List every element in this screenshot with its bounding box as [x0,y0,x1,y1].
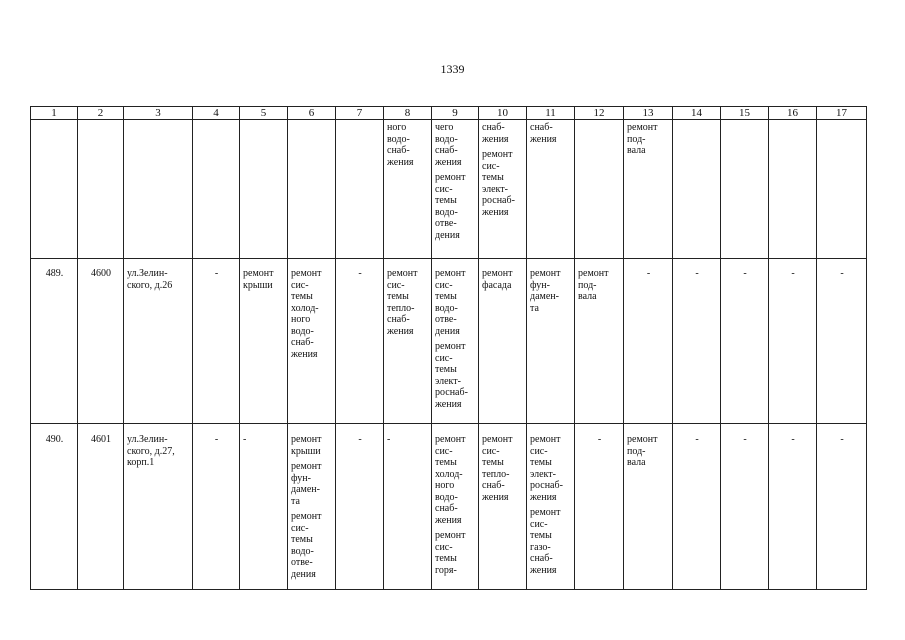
cell-text-line: ремонт [435,172,466,183]
cell-text-line: ремонт [482,434,513,445]
cell-text-line: ремонт [530,434,561,445]
cell-text-line: водо- [387,133,410,145]
table-cell [193,120,240,259]
cell-text-group [435,434,476,526]
cell-text-line: сис- [530,518,548,530]
table-cell [336,259,384,424]
column-number-5: 5 [240,107,288,120]
cell-text-line: газо- [530,541,551,553]
cell-text-group [627,434,670,469]
cell-text-line: сис- [530,445,548,457]
cell-text-group [578,434,621,446]
cell-text-group [339,268,381,280]
cell-text-group [772,268,814,280]
cell-text-group [820,268,864,280]
cell-text-line: сис- [435,352,453,364]
cell-text-line: та [291,495,300,507]
cell-text-line: водо- [435,302,458,314]
cell-text-line: чего [435,122,454,133]
cell-text-line: жения [291,348,318,360]
cell-text-line: дамен- [291,484,320,495]
column-number-11: 11 [527,107,575,120]
table-cell [673,120,721,259]
cell-text-line: ремонт [435,341,466,352]
column-number-7: 7 [336,107,384,120]
cell-text-line: отве- [435,218,457,229]
cell-text-group [772,434,814,446]
cell-text-line: - [646,268,651,279]
cell-text-line: роснаб- [482,195,515,206]
table-cell [336,424,384,590]
cell-text-line: жения [530,491,557,503]
cell-text-line: жения [387,156,414,168]
cell-text-line: водо- [435,206,458,218]
cell-text-line: темы [435,291,457,302]
cell-text-line: дамен- [530,291,559,302]
cell-text-group [387,434,429,446]
table-cell [240,120,288,259]
column-number-4: 4 [193,107,240,120]
cell-text-group [627,268,670,280]
table-cell [124,424,193,590]
cell-text-line: жения [435,156,462,168]
cell-text-group [81,434,121,446]
cell-text-line: водо- [291,325,314,337]
cell-text-line: темы [435,364,457,375]
cell-text-line: 4600 [91,268,111,279]
cell-text-line: - [743,268,747,279]
table-cell [432,259,479,424]
cell-text-line: ремонт [627,122,658,133]
table-cell [288,259,336,424]
table-cell [769,259,817,424]
cell-text-line: снаб- [291,337,314,348]
cell-text-line: ного [291,314,311,325]
cell-text-line: жения [482,133,509,145]
cell-text-line: тепло- [387,302,415,314]
cell-text-group [34,268,75,280]
cell-text-line: сис- [387,279,405,291]
cell-text-line: ремонт [482,268,513,279]
cell-text-line: жения [530,133,557,145]
cell-text-line: сис- [435,445,453,457]
cell-text-line: 490. [45,434,64,445]
column-number-14: 14 [673,107,721,120]
cell-text-line: снаб- [530,122,553,133]
table-cell [240,424,288,590]
table-cell [336,120,384,259]
cell-text-line: - [358,434,362,445]
cell-text-group [482,268,524,291]
cell-text-line: темы [291,291,313,302]
table-cell [527,259,575,424]
column-number-3: 3 [124,107,193,120]
table-cell [527,120,575,259]
table-row [31,424,867,590]
cell-text-group [530,122,572,145]
cell-text-group [196,434,237,446]
table-cell [31,120,78,259]
cell-text-line: снаб- [435,145,458,156]
page-number: 1339 [440,62,465,76]
cell-text-line: водо- [435,491,458,503]
table-cell [575,424,624,590]
table-cell [624,259,673,424]
cell-text-group [578,268,621,303]
cell-text-line: темы [482,172,504,183]
cell-text-group [435,122,476,168]
cell-text-group [530,268,572,314]
cell-text-line: ремонт [435,434,466,445]
table-cell [240,259,288,424]
table-cell [527,424,575,590]
cell-text-group [676,268,718,280]
cell-text-line: фасада [482,279,512,291]
cell-text-line: корп.1 [127,457,155,468]
table-cell [384,424,432,590]
cell-text-group [127,434,190,469]
table-cell [575,259,624,424]
cell-text-line: сис- [435,279,453,291]
cell-text-line: темы [387,291,409,302]
cell-text-group [435,530,476,576]
table-cell [624,120,673,259]
cell-text-group [291,434,333,457]
table-cell [124,259,193,424]
cell-text-line: - [791,434,795,445]
cell-text-line: та [530,302,539,314]
cell-text-line: ремонт [530,507,561,518]
table-cell [78,424,124,590]
cell-text-group [435,172,476,241]
column-number-17: 17 [817,107,867,120]
table-cell [817,424,867,590]
table-cell [384,259,432,424]
cell-text-group [435,341,476,410]
cell-text-line: холод- [435,468,463,480]
cell-text-line: сис- [482,160,500,172]
cell-text-group [627,122,670,157]
cell-text-line: жения [530,564,557,576]
cell-text-group [676,434,718,446]
cell-text-line: - [695,268,699,279]
cell-text-line: сис- [291,522,309,534]
cell-text-line: снаб- [387,314,410,325]
cell-text-group [724,268,766,280]
table-cell [78,120,124,259]
cell-text-group [34,434,75,446]
table-cell [624,424,673,590]
cell-text-group [127,268,190,291]
cell-text-line: вала [578,291,597,302]
cell-text-group [291,461,333,507]
cell-text-line: ул.Зелин- [127,268,168,279]
cell-text-line: отве- [291,557,313,568]
cell-text-line: жения [387,325,414,337]
cell-text-line: - [358,268,362,279]
cell-text-line: сис- [435,183,453,195]
cell-text-line: - [840,434,844,445]
cell-text-line: 489. [45,268,64,279]
cell-text-line: вала [627,457,646,468]
cell-text-line: ремонт [243,268,274,279]
cell-text-line: - [214,434,219,445]
cell-text-line: ремонт [291,461,322,472]
cell-text-line: ремонт [291,268,322,279]
column-number-12: 12 [575,107,624,120]
table-cell [432,424,479,590]
cell-text-line: дения [291,568,316,580]
cell-text-line: ремонт [291,434,322,445]
cell-text-line: жения [435,398,462,410]
cell-text-line: вала [627,145,646,156]
table-cell [193,424,240,590]
table-cell [721,120,769,259]
cell-text-line: темы [435,457,457,468]
cell-text-line: ремонт [291,511,322,522]
cell-text-line: снаб- [435,503,458,514]
cell-text-line: - [695,434,699,445]
table-cell [124,120,193,259]
table-cell [673,259,721,424]
cell-text-group [724,434,766,446]
cell-text-line: сис- [291,279,309,291]
cell-text-line: дения [435,325,460,337]
cell-text-line: ного [435,480,455,491]
cell-text-line: темы [435,553,457,564]
cell-text-line: - [243,434,247,445]
cell-text-line: сис- [482,445,500,457]
cell-text-line: сис- [435,541,453,553]
column-number-8: 8 [384,107,432,120]
cell-text-line: крыши [291,445,321,457]
cell-text-line: - [791,268,795,279]
cell-text-group [482,434,524,503]
column-number-1: 1 [31,107,78,120]
cell-text-line: тепло- [482,468,510,480]
cell-text-group [820,434,864,446]
cell-text-line: - [840,268,844,279]
cell-text-line: под- [627,133,646,145]
cell-text-line: снаб- [530,553,553,564]
cell-text-group [387,122,429,168]
column-number-2: 2 [78,107,124,120]
cell-text-line: ского, д.27, [127,445,175,457]
cell-text-line: - [387,434,391,445]
cell-text-line: элект- [435,375,461,387]
table-row [31,259,867,424]
cell-text-line: 4601 [91,434,111,445]
cell-text-line: снаб- [482,480,505,491]
cell-text-line: фун- [530,279,550,291]
cell-text-group [291,511,333,580]
cell-text-line: дения [435,229,460,241]
cell-text-line: под- [578,279,597,291]
cell-text-line: - [597,434,602,445]
cell-text-group [196,268,237,280]
cell-text-group [435,268,476,337]
table-cell [479,259,527,424]
cell-text-line: под- [627,445,646,457]
cell-text-line: темы [530,457,552,468]
cell-text-line: роснаб- [530,480,563,491]
cell-text-line: ремонт [435,268,466,279]
cell-text-group [243,434,285,446]
table-cell [31,424,78,590]
cell-text-line: водо- [435,133,458,145]
table-cell [31,259,78,424]
table-cell [288,424,336,590]
cell-text-line: жения [482,491,509,503]
cell-text-line: ремонт [387,268,418,279]
cell-text-line: ремонт [530,268,561,279]
cell-text-line: жения [482,206,509,218]
cell-text-line: отве- [435,314,457,325]
cell-text-line: ул.Зелин- [127,434,168,445]
cell-text-line: ремонт [482,149,513,160]
table-cell [721,424,769,590]
table-cell [479,424,527,590]
cell-text-group [482,122,524,145]
cell-text-line: горя- [435,564,457,576]
column-number-15: 15 [721,107,769,120]
table-cell [384,120,432,259]
cell-text-line: холод- [291,302,319,314]
cell-text-line: ремонт [578,268,609,279]
cell-text-line: ного [387,122,407,133]
table-cell [479,120,527,259]
table-cell [78,259,124,424]
table-cell [673,424,721,590]
table-cell [288,120,336,259]
cell-text-group [482,149,524,218]
table-cell [575,120,624,259]
column-number-6: 6 [288,107,336,120]
cell-text-line: фун- [291,472,311,484]
cell-text-line: снаб- [482,122,505,133]
cell-text-group [243,268,285,291]
cell-text-line: жения [435,514,462,526]
cell-text-line: водо- [291,545,314,557]
cell-text-line: элект- [530,468,556,480]
cell-text-group [291,268,333,360]
column-number-16: 16 [769,107,817,120]
cell-text-line: крыши [243,279,273,291]
column-number-10: 10 [479,107,527,120]
cell-text-line: роснаб- [435,387,468,398]
cell-text-line: темы [482,457,504,468]
column-number-13: 13 [624,107,673,120]
column-number-9: 9 [432,107,479,120]
table-cell [193,259,240,424]
cell-text-group [339,434,381,446]
cell-text-line: - [743,434,747,445]
header-row [31,107,867,120]
cell-text-line: темы [435,195,457,206]
cell-text-group [387,268,429,337]
cell-text-line: - [214,268,219,279]
cell-text-line: ремонт [435,530,466,541]
cell-text-line: темы [291,534,313,545]
cell-text-group [81,268,121,280]
cell-text-line: снаб- [387,145,410,156]
table-cell [769,120,817,259]
table-row [31,120,867,259]
cell-text-group [530,507,572,576]
table-cell [769,424,817,590]
cell-text-line: ского, д.26 [127,279,173,291]
cell-text-line: ремонт [627,434,658,445]
table-cell [432,120,479,259]
cell-text-line: темы [530,530,552,541]
table-cell [721,259,769,424]
cell-text-line: элект- [482,183,508,195]
repair-schedule-table [30,106,867,590]
table-cell [817,120,867,259]
table-cell [817,259,867,424]
cell-text-group [530,434,572,503]
